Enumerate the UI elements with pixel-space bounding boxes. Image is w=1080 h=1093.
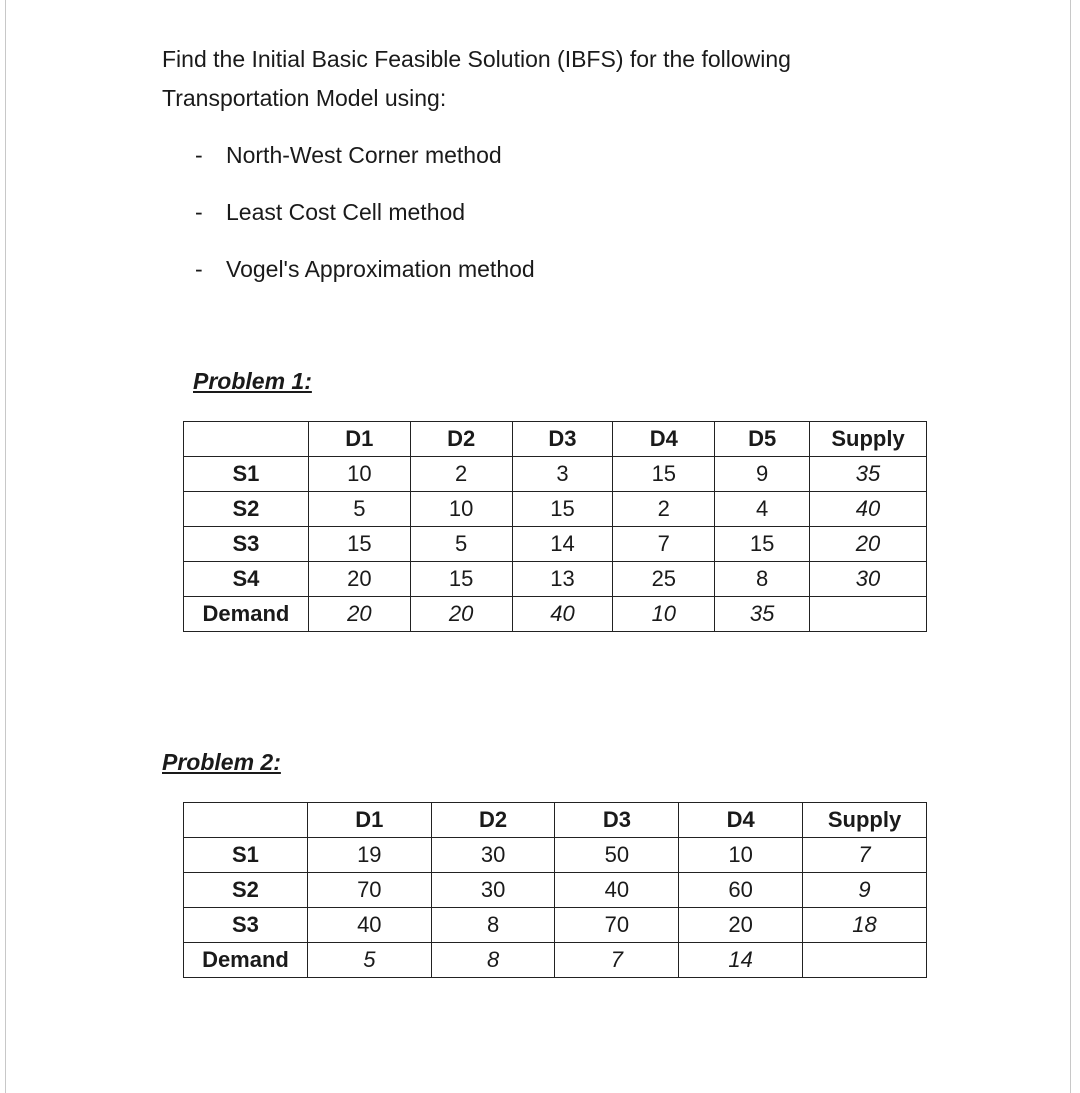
cost-cell: 40: [555, 873, 679, 908]
supply-cell: 9: [803, 873, 927, 908]
corner-cell: [184, 422, 309, 457]
method-list: [195, 138, 535, 309]
cost-cell: 5: [308, 492, 410, 527]
column-header: D5: [715, 422, 810, 457]
method-item: [195, 138, 535, 195]
cost-cell: 8: [715, 562, 810, 597]
method-item: [195, 252, 535, 309]
list-dash: -: [195, 142, 203, 168]
problem-2-heading: Problem 2:: [162, 749, 281, 775]
row-label: S1: [184, 457, 309, 492]
column-header: D4: [613, 422, 715, 457]
demand-cell: 10: [613, 597, 715, 632]
empty-cell: [810, 597, 927, 632]
demand-cell: 5: [307, 943, 431, 978]
demand-row: [184, 597, 927, 632]
table-header-row: [184, 803, 927, 838]
cost-cell: 15: [410, 562, 512, 597]
row-label: S2: [184, 873, 308, 908]
cost-cell: 15: [308, 527, 410, 562]
cost-cell: 20: [679, 908, 803, 943]
method-item: [195, 195, 535, 252]
cost-cell: 50: [555, 838, 679, 873]
cost-cell: 8: [431, 908, 555, 943]
corner-cell: [184, 803, 308, 838]
intro-line-2: Transportation Model using:: [162, 85, 447, 111]
table-row: [184, 527, 927, 562]
table-row: [184, 873, 927, 908]
demand-cell: 20: [308, 597, 410, 632]
demand-label: Demand: [184, 943, 308, 978]
cost-cell: 15: [512, 492, 613, 527]
cost-cell: 20: [308, 562, 410, 597]
row-label: S1: [184, 838, 308, 873]
method-label: Least Cost Cell method: [226, 199, 466, 225]
table-row: [184, 457, 927, 492]
demand-label: Demand: [184, 597, 309, 632]
demand-cell: 40: [512, 597, 613, 632]
cost-cell: 10: [308, 457, 410, 492]
row-label: S3: [184, 908, 308, 943]
cost-cell: 15: [715, 527, 810, 562]
table-row: [184, 838, 927, 873]
intro-line-1: Find the Initial Basic Feasible Solution (IBFS) for the following: [162, 46, 791, 72]
demand-cell: 14: [679, 943, 803, 978]
column-header: Supply: [803, 803, 927, 838]
cost-cell: 40: [307, 908, 431, 943]
cost-cell: 19: [307, 838, 431, 873]
supply-cell: 30: [810, 562, 927, 597]
problem-statement: [162, 40, 922, 118]
cost-cell: 2: [613, 492, 715, 527]
cost-cell: 30: [431, 873, 555, 908]
column-header: D4: [679, 803, 803, 838]
supply-cell: 40: [810, 492, 927, 527]
cost-cell: 25: [613, 562, 715, 597]
column-header: D1: [308, 422, 410, 457]
row-label: S2: [184, 492, 309, 527]
supply-cell: 35: [810, 457, 927, 492]
column-header: D3: [512, 422, 613, 457]
problem-1-table: [183, 421, 927, 632]
cost-cell: 70: [555, 908, 679, 943]
problem-1-heading: Problem 1:: [193, 368, 312, 394]
method-label: Vogel's Approximation method: [226, 256, 535, 282]
demand-cell: 35: [715, 597, 810, 632]
cost-cell: 13: [512, 562, 613, 597]
demand-cell: 8: [431, 943, 555, 978]
cost-cell: 3: [512, 457, 613, 492]
cost-cell: 7: [613, 527, 715, 562]
column-header: D1: [307, 803, 431, 838]
table-row: [184, 492, 927, 527]
column-header: D3: [555, 803, 679, 838]
table-header-row: [184, 422, 927, 457]
list-dash: -: [195, 256, 203, 282]
table-row: [184, 562, 927, 597]
row-label: S4: [184, 562, 309, 597]
problem-2-table: [183, 802, 927, 978]
cost-cell: 5: [410, 527, 512, 562]
column-header: Supply: [810, 422, 927, 457]
cost-cell: 4: [715, 492, 810, 527]
column-header: D2: [410, 422, 512, 457]
cost-cell: 10: [679, 838, 803, 873]
cost-cell: 10: [410, 492, 512, 527]
list-dash: -: [195, 199, 203, 225]
empty-cell: [803, 943, 927, 978]
cost-cell: 70: [307, 873, 431, 908]
cost-cell: 14: [512, 527, 613, 562]
demand-cell: 20: [410, 597, 512, 632]
supply-cell: 20: [810, 527, 927, 562]
row-label: S3: [184, 527, 309, 562]
cost-cell: 15: [613, 457, 715, 492]
method-label: North-West Corner method: [226, 142, 502, 168]
cost-cell: 60: [679, 873, 803, 908]
column-header: D2: [431, 803, 555, 838]
table-row: [184, 908, 927, 943]
supply-cell: 7: [803, 838, 927, 873]
cost-cell: 30: [431, 838, 555, 873]
cost-cell: 2: [410, 457, 512, 492]
supply-cell: 18: [803, 908, 927, 943]
cost-cell: 9: [715, 457, 810, 492]
demand-row: [184, 943, 927, 978]
demand-cell: 7: [555, 943, 679, 978]
